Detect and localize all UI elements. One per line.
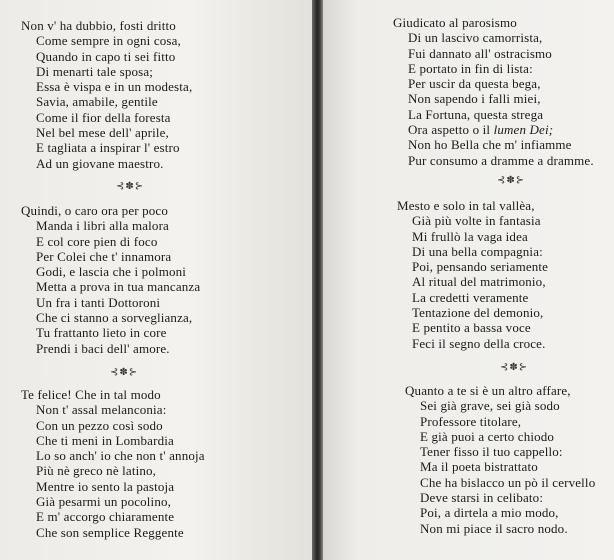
verse-line: E portato in fin di lista:	[408, 60, 533, 76]
verse-line: Come sempre in ogni cosa,	[36, 33, 181, 49]
verse-line: E pentito a bassa voce	[412, 320, 531, 336]
verse-line: Metta a prova in tua mancanza	[36, 279, 201, 295]
verse-line: Quanto a te si è un altro affare,	[405, 383, 571, 398]
verse-line: La Fortuna, questa strega	[408, 106, 544, 122]
verse-line: E m' accorgo chiaramente	[36, 509, 175, 525]
ornament-divider: ⊰✽⊱	[497, 175, 526, 186]
right-page	[323, 0, 614, 560]
verse-line: Essa è vispa e in un modesta,	[36, 79, 193, 95]
verse-line: Un fra i tanti Dottoroni	[36, 294, 161, 310]
verse-line: Mi frullò la vaga idea	[412, 228, 528, 244]
verse-line: E tagliata a inspirar l' estro	[36, 140, 180, 156]
stanza-left-1	[21, 18, 192, 171]
verse-line: Manda i libri alla malora	[36, 218, 169, 234]
verse-line: Tu frattanto lieto in core	[36, 325, 167, 341]
verse-line: Fui dannato all' ostracismo	[408, 45, 552, 61]
verse-text: Ora aspetto o il	[408, 122, 491, 138]
verse-line: Pur consumo a dramme a dramme.	[408, 152, 594, 168]
verse-line: Che ci stanno a sorveglianza,	[36, 310, 193, 326]
verse-line: Non v' ha dubbio, fosti dritto	[21, 18, 176, 33]
stanza-right-2	[397, 198, 548, 351]
verse-line: Professore titolare,	[420, 413, 522, 429]
verse-line: Per uscir da questa bega,	[408, 76, 541, 92]
verse-line: Più nè greco nè latino,	[36, 463, 157, 479]
verse-line: Giudicato al parosismo	[393, 15, 517, 30]
verse-line: E già puoi a certo chiodo	[420, 428, 555, 444]
verse-line: Ad un giovane maestro.	[36, 155, 164, 171]
verse-line	[393, 122, 594, 137]
verse-line: Poi, pensando seriamente	[412, 259, 549, 275]
verse-line: Che son semplice Reggente	[36, 524, 184, 540]
stanza-right-1	[393, 15, 594, 168]
book-gutter	[312, 0, 323, 560]
verse-line: Non ho Bella che m' infiamme	[408, 137, 572, 153]
verse-line: Al ritual del matrimonio,	[412, 274, 546, 290]
verse-line: Per Colei che t' innamora	[36, 248, 172, 264]
verse-line: Di menarti tale sposa;	[36, 63, 154, 79]
verse-line: Non t' assal melanconia:	[36, 402, 167, 418]
verse-line: Mesto e solo in tal vallèa,	[397, 198, 535, 213]
ornament-divider: ⊰✽⊱	[110, 367, 139, 378]
verse-line: Lo so anch' io che non t' annoja	[36, 448, 205, 464]
verse-line: Con un pezzo così sodo	[36, 417, 163, 433]
verse-line: Non mi piace il sacro nodo.	[420, 520, 568, 536]
verse-line: Già pesarmi un pocolino,	[36, 494, 172, 510]
italic-phrase: lumen Dei;	[493, 122, 554, 138]
verse-line: Nel bel mese dell' aprile,	[36, 125, 169, 141]
verse-line: Tentazione del demonio,	[412, 305, 544, 321]
verse-line: Quando in capo ti sei fitto	[36, 48, 176, 64]
verse-line: Godi, e lascia che i polmoni	[36, 264, 187, 280]
verse-line: Savia, amabile, gentile	[36, 94, 158, 110]
verse-line: Tener fisso il tuo cappello:	[420, 444, 563, 460]
verse-line: Già più volte in fantasia	[412, 213, 541, 229]
verse-line: Mentre io sento la pastoja	[36, 478, 175, 494]
verse-line: Di un lascivo camorrista,	[408, 30, 543, 46]
verse-line: Poi, a dirtela a mio modo,	[420, 505, 559, 521]
verse-line: Te felice! Che in tal modo	[21, 387, 161, 402]
verse-line: Sei già grave, sei già sodo	[420, 398, 560, 414]
verse-line: E col core pien di foco	[36, 233, 158, 249]
verse-line: Non sapendo i falli miei,	[408, 91, 541, 107]
verse-line: Prendi i baci dell' amore.	[36, 340, 170, 356]
verse-line: Deve starsi in celibato:	[420, 490, 544, 506]
verse-line: Che ti meni in Lombardia	[36, 432, 174, 448]
verse-line: Come il fior della foresta	[36, 109, 171, 125]
ornament-divider: ⊰✽⊱	[116, 181, 145, 192]
ornament-divider: ⊰✽⊱	[500, 362, 529, 373]
stanza-left-2	[21, 203, 200, 356]
stanza-left-3	[21, 387, 205, 540]
verse-line: Quindi, o caro ora per poco	[21, 203, 168, 218]
verse-line: Di una bella compagnia:	[412, 243, 543, 259]
verse-line: Ma il poeta bistrattato	[420, 459, 538, 475]
verse-line: Che ha bislacco un pò il cervello	[420, 474, 596, 490]
verse-line: Feci il segno della croce.	[412, 335, 546, 351]
stanza-right-3	[405, 383, 595, 536]
verse-line: La credetti veramente	[412, 289, 529, 305]
